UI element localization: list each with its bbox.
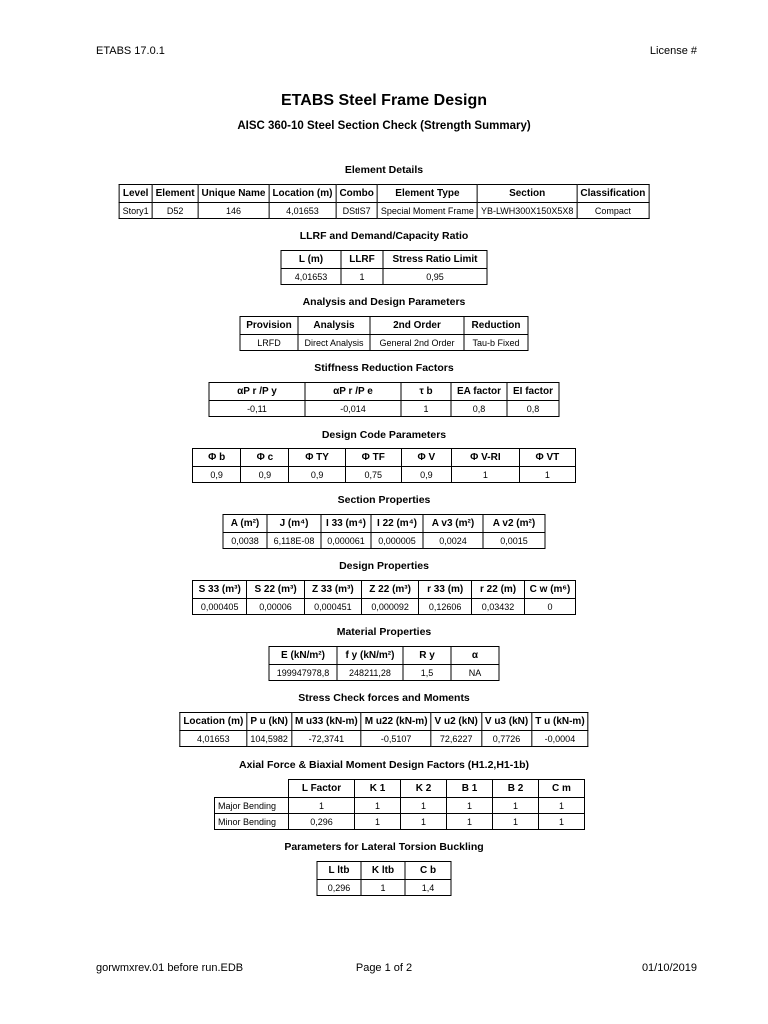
header-cell: L (m)	[281, 251, 341, 269]
table-cell: Tau-b Fixed	[464, 335, 528, 351]
header-cell: K 2	[401, 780, 447, 798]
header-cell: B 1	[447, 780, 493, 798]
table-cell: -0,0004	[532, 731, 588, 747]
header-cell: J (m⁴)	[267, 515, 321, 533]
section-title-analysis: Analysis and Design Parameters	[302, 296, 466, 308]
table-header-row	[215, 780, 585, 798]
header-cell: αP r /P e	[305, 383, 401, 401]
analysis-table	[240, 316, 529, 351]
header-cell: C b	[405, 862, 451, 880]
table-cell: General 2nd Order	[370, 335, 464, 351]
table-row	[215, 814, 585, 830]
design-props-table	[192, 580, 576, 615]
table-cell: YB-LWH300X150X5X8	[477, 203, 576, 219]
table-cell: 0,95	[383, 269, 487, 285]
table-cell: LRFD	[240, 335, 298, 351]
header-cell: EI factor	[507, 383, 559, 401]
table-cell: 1	[539, 798, 585, 814]
header-cell: r 33 (m)	[419, 581, 472, 599]
table-cell: 104,5982	[247, 731, 292, 747]
table-cell: NA	[451, 665, 499, 681]
table-cell: 1	[493, 798, 539, 814]
table-header-row	[269, 647, 499, 665]
header-cell: T u (kN-m)	[532, 713, 588, 731]
header-cell: EA factor	[451, 383, 507, 401]
table-cell: 1	[355, 798, 401, 814]
table-cell: 0,000005	[371, 533, 423, 549]
footer-filename: gorwmxrev.01 before run.EDB	[96, 962, 244, 974]
page-subtitle: AISC 360-10 Steel Section Check (Strength Summary)	[237, 120, 531, 132]
header-cell: Stress Ratio Limit	[383, 251, 487, 269]
page-title: ETABS Steel Frame Design	[281, 92, 487, 109]
table-cell: 0,9	[241, 467, 289, 483]
table-header-row	[193, 449, 576, 467]
header-cell: Combo	[336, 185, 377, 203]
table-cell: 0,000405	[193, 599, 247, 615]
section-title-llrf: LLRF and Demand/Capacity Ratio	[299, 230, 469, 242]
table-cell: 72,6227	[431, 731, 481, 747]
header-cell: r 22 (m)	[472, 581, 525, 599]
table-row	[119, 203, 649, 219]
header-cell: Φ c	[241, 449, 289, 467]
table-header-row	[223, 515, 545, 533]
table-row	[240, 335, 528, 351]
table-cell: 1	[361, 880, 405, 896]
header-cell: K ltb	[361, 862, 405, 880]
table-cell: 0,8	[507, 401, 559, 417]
table-cell: 0,9	[193, 467, 241, 483]
table-row	[209, 401, 559, 417]
table-cell: 1	[355, 814, 401, 830]
table-cell: 0,000061	[321, 533, 371, 549]
header-cell: L ltb	[317, 862, 361, 880]
table-row	[269, 665, 499, 681]
header-cell: V u3 (kN)	[481, 713, 531, 731]
table-header-row	[209, 383, 559, 401]
app-version: ETABS 17.0.1	[96, 45, 165, 57]
table-cell: 4,01653	[180, 731, 247, 747]
table-cell: 146	[198, 203, 269, 219]
header-cell: Provision	[240, 317, 298, 335]
header-cell: Unique Name	[198, 185, 269, 203]
table-cell: 0,000451	[304, 599, 361, 615]
table-cell: 6,118E-08	[267, 533, 321, 549]
header-cell: Level	[119, 185, 152, 203]
header-cell: Reduction	[464, 317, 528, 335]
table-cell: 0,296	[317, 880, 361, 896]
header-cell: P u (kN)	[247, 713, 292, 731]
header-cell: τ b	[401, 383, 451, 401]
table-cell: -0,11	[209, 401, 305, 417]
section-title-stiffness: Stiffness Reduction Factors	[314, 362, 454, 374]
table-cell: 4,01653	[269, 203, 336, 219]
table-row	[317, 880, 451, 896]
table-header-row	[317, 862, 451, 880]
table-cell: 1	[519, 467, 575, 483]
header-cell: C m	[539, 780, 585, 798]
table-cell: 0,9	[289, 467, 345, 483]
table-header-row	[193, 581, 576, 599]
axial-table	[214, 779, 585, 830]
table-cell: 1	[493, 814, 539, 830]
header-cell: E (kN/m²)	[269, 647, 337, 665]
table-row	[180, 731, 588, 747]
header-cell: Classification	[577, 185, 649, 203]
table-cell: 1	[341, 269, 383, 285]
table-cell: 1	[451, 467, 519, 483]
table-cell: 1	[539, 814, 585, 830]
section-title-axial: Axial Force & Biaxial Moment Design Factors (H1.2,H1-1b)	[239, 759, 529, 771]
table-cell: 1	[447, 814, 493, 830]
table-cell: 0,0024	[423, 533, 483, 549]
stress-table	[179, 712, 588, 747]
header-cell: S 33 (m³)	[193, 581, 247, 599]
header-cell: Z 33 (m³)	[304, 581, 361, 599]
table-cell: 0,0038	[223, 533, 267, 549]
table-cell: 0,8	[451, 401, 507, 417]
table-cell: 0,00006	[247, 599, 304, 615]
table-cell: 0,0015	[483, 533, 545, 549]
header-cell: Φ V	[401, 449, 451, 467]
table-cell: 1	[401, 814, 447, 830]
section-title-element-details: Element Details	[344, 164, 424, 176]
header-cell: Φ VT	[519, 449, 575, 467]
stiffness-table	[209, 382, 560, 417]
table-cell: Direct Analysis	[298, 335, 370, 351]
header-cell: Section	[477, 185, 576, 203]
header-cell: Φ V-RI	[451, 449, 519, 467]
header-cell: S 22 (m³)	[247, 581, 304, 599]
table-cell: 0,9	[401, 467, 451, 483]
header-cell: Element	[152, 185, 198, 203]
header-cell: V u2 (kN)	[431, 713, 481, 731]
table-row	[215, 798, 585, 814]
table-header-row	[240, 317, 528, 335]
footer-page-number: Page 1 of 2	[355, 962, 413, 974]
header-cell: I 22 (m⁴)	[371, 515, 423, 533]
table-cell: 1,4	[405, 880, 451, 896]
section-props-table	[223, 514, 546, 549]
header-cell: B 2	[493, 780, 539, 798]
header-cell: Element Type	[377, 185, 477, 203]
header-cell: Φ b	[193, 449, 241, 467]
table-cell: 0,03432	[472, 599, 525, 615]
row-label: Minor Bending	[215, 814, 289, 830]
table-cell: 199947978,8	[269, 665, 337, 681]
header-cell	[215, 780, 289, 798]
table-cell: 0,7726	[481, 731, 531, 747]
header-cell: Φ TF	[345, 449, 401, 467]
license-label: License #	[649, 45, 697, 57]
table-cell: DStlS7	[336, 203, 377, 219]
header-cell: 2nd Order	[370, 317, 464, 335]
header-cell: Analysis	[298, 317, 370, 335]
header-cell: α	[451, 647, 499, 665]
table-row	[223, 533, 545, 549]
llrf-table	[281, 250, 488, 285]
table-cell: 1	[447, 798, 493, 814]
header-cell: C w (m⁶)	[525, 581, 576, 599]
material-table	[269, 646, 500, 681]
header-cell: A (m²)	[223, 515, 267, 533]
table-header-row	[119, 185, 649, 203]
table-cell: 0	[525, 599, 576, 615]
table-header-row	[281, 251, 487, 269]
table-cell: 1	[289, 798, 355, 814]
table-cell: 1	[401, 798, 447, 814]
section-title-design-props: Design Properties	[339, 560, 429, 572]
header-cell: L Factor	[289, 780, 355, 798]
row-label: Major Bending	[215, 798, 289, 814]
table-cell: 0,12606	[419, 599, 472, 615]
table-cell: 1,5	[403, 665, 451, 681]
header-cell: R y	[403, 647, 451, 665]
header-cell: LLRF	[341, 251, 383, 269]
header-cell: I 33 (m⁴)	[321, 515, 371, 533]
header-cell: K 1	[355, 780, 401, 798]
table-cell: 0,296	[289, 814, 355, 830]
table-row	[193, 467, 576, 483]
table-cell: -72,3741	[291, 731, 361, 747]
table-header-row	[180, 713, 588, 731]
header-cell: M u22 (kN-m)	[361, 713, 431, 731]
table-cell: 1	[401, 401, 451, 417]
table-cell: Compact	[577, 203, 649, 219]
section-title-section-props: Section Properties	[337, 494, 431, 506]
ltb-table	[317, 861, 452, 896]
element-details-table	[119, 184, 650, 219]
table-cell: D52	[152, 203, 198, 219]
table-cell: 0,75	[345, 467, 401, 483]
section-title-stress: Stress Check forces and Moments	[298, 692, 470, 704]
header-cell: M u33 (kN-m)	[291, 713, 361, 731]
footer-date: 01/10/2019	[641, 962, 697, 974]
section-title-material: Material Properties	[336, 626, 432, 638]
table-row	[193, 599, 576, 615]
header-cell: Z 22 (m³)	[362, 581, 419, 599]
table-cell: 4,01653	[281, 269, 341, 285]
table-row	[281, 269, 487, 285]
code-table	[192, 448, 576, 483]
table-cell: Story1	[119, 203, 152, 219]
header-cell: f y (kN/m²)	[337, 647, 403, 665]
table-cell: 0,000092	[362, 599, 419, 615]
section-title-ltb: Parameters for Lateral Torsion Buckling	[284, 841, 484, 853]
section-title-code: Design Code Parameters	[321, 429, 447, 441]
header-cell: Φ TY	[289, 449, 345, 467]
table-cell: -0,5107	[361, 731, 431, 747]
table-cell: Special Moment Frame	[377, 203, 477, 219]
header-cell: Location (m)	[269, 185, 336, 203]
header-cell: Location (m)	[180, 713, 247, 731]
header-cell: αP r /P y	[209, 383, 305, 401]
header-cell: A v3 (m²)	[423, 515, 483, 533]
header-cell: A v2 (m²)	[483, 515, 545, 533]
table-cell: 248211,28	[337, 665, 403, 681]
table-cell: -0,014	[305, 401, 401, 417]
